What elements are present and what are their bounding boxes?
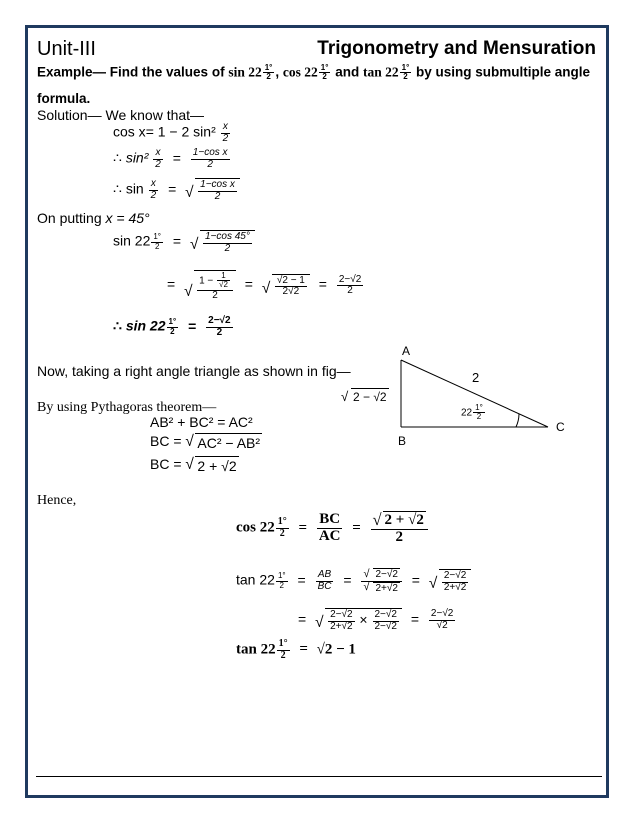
pythagoras-line-2: BC = √ AC² − AB² bbox=[150, 433, 262, 451]
vertex-a: A bbox=[402, 344, 411, 358]
angle-label: 22 $\frac{1^\circ}{2}$ bbox=[461, 403, 483, 422]
pythagoras-line-1: AB² + BC² = AC² bbox=[150, 414, 253, 430]
equation-tan-22-a: tan 22 $\frac{1^\circ}{2}$ = $\frac{AB}{BC}$ = √ 2−√2 √ 2+√2 = √ $\frac{2-√2}{2+√2}$ bbox=[236, 568, 471, 594]
example-text-tail: by using submultiple angle bbox=[416, 64, 591, 80]
example-expr-cos: cos 22 bbox=[282, 64, 318, 80]
footer-rule bbox=[36, 776, 602, 777]
side-ab-label: √ 2 − √2 bbox=[341, 388, 389, 404]
vertex-c: C bbox=[556, 420, 565, 434]
example-label: Example— bbox=[37, 64, 107, 80]
result-cos-22: cos 22 $\frac{1^\circ}{2}$ = $\frac{BC}{AC}$ = √ $\frac{2 + √2}{2}$ bbox=[236, 511, 429, 546]
subject-title: Trigonometry and Mensuration bbox=[317, 38, 596, 59]
example-expr-tan: tan 22 bbox=[362, 64, 399, 80]
solution-intro: Solution— We know that— bbox=[37, 107, 205, 123]
example-expr-sin: sin 22 bbox=[228, 64, 262, 80]
equation-sin-22-a: sin 22 $\frac{1^\circ}{2}$ = √ $\frac{1-\cos 45^\circ}{2}$ bbox=[113, 230, 255, 254]
half-fraction: $\frac{1^\circ}{2}$ bbox=[320, 63, 329, 82]
equation-sin-22-b: = √ 1 − $\frac{1}{√2}$ 2 = √ $\frac{√2 - 1}{2√2}$ = $\frac{2-√2}{2}$ bbox=[162, 270, 364, 301]
unit-title: Unit-III bbox=[37, 38, 96, 60]
half-fraction: $\frac{1^\circ}{2}$ bbox=[264, 63, 273, 82]
triangle-intro: Now, taking a right angle triangle as shown in fig— bbox=[37, 363, 351, 379]
result-sin-22: ∴ sin 22 $\frac{1^\circ}{2}$ = $\frac{2-√2}{2}$ bbox=[113, 315, 231, 338]
on-putting-line: On putting x = 45° bbox=[37, 210, 150, 226]
equation-cos-x: cos x= 1 − 2 sin² $\frac{x}{2}$ bbox=[113, 121, 229, 144]
example-text-line2: formula. bbox=[37, 91, 91, 106]
example-text: Find the values of bbox=[109, 64, 225, 80]
equation-sin-squared: ∴ sin² $\frac{x}{2}$ = $\frac{\text{1−cos x}}{2}$ bbox=[113, 147, 228, 170]
equation-tan-22-b: = √ $\frac{2-√2}{2+√2}$ × $\frac{2-√2}{2-√2}$ = $\frac{2-√2}{√2}$ bbox=[293, 608, 456, 632]
comma: , bbox=[275, 64, 280, 80]
hence-label: Hence, bbox=[37, 493, 77, 508]
equation-sin-half: ∴ sin $\frac{x}{2}$ = √ $\frac{\text{1−cos x}}{2}$ bbox=[113, 178, 240, 202]
pythagoras-intro: By using Pythagoras theorem— bbox=[37, 400, 217, 415]
angle-arc bbox=[516, 414, 519, 427]
example-statement bbox=[37, 64, 590, 82]
half-fraction: $\frac{1^\circ}{2}$ bbox=[401, 63, 410, 82]
result-tan-22: tan 22 $\frac{1^\circ}{2}$ = √2 − 1 bbox=[236, 638, 356, 661]
pythagoras-line-3: BC = √ 2 + √2 bbox=[150, 456, 239, 474]
and-word: and bbox=[335, 64, 360, 80]
hypotenuse-label: 2 bbox=[472, 370, 480, 385]
vertex-b: B bbox=[398, 434, 407, 448]
